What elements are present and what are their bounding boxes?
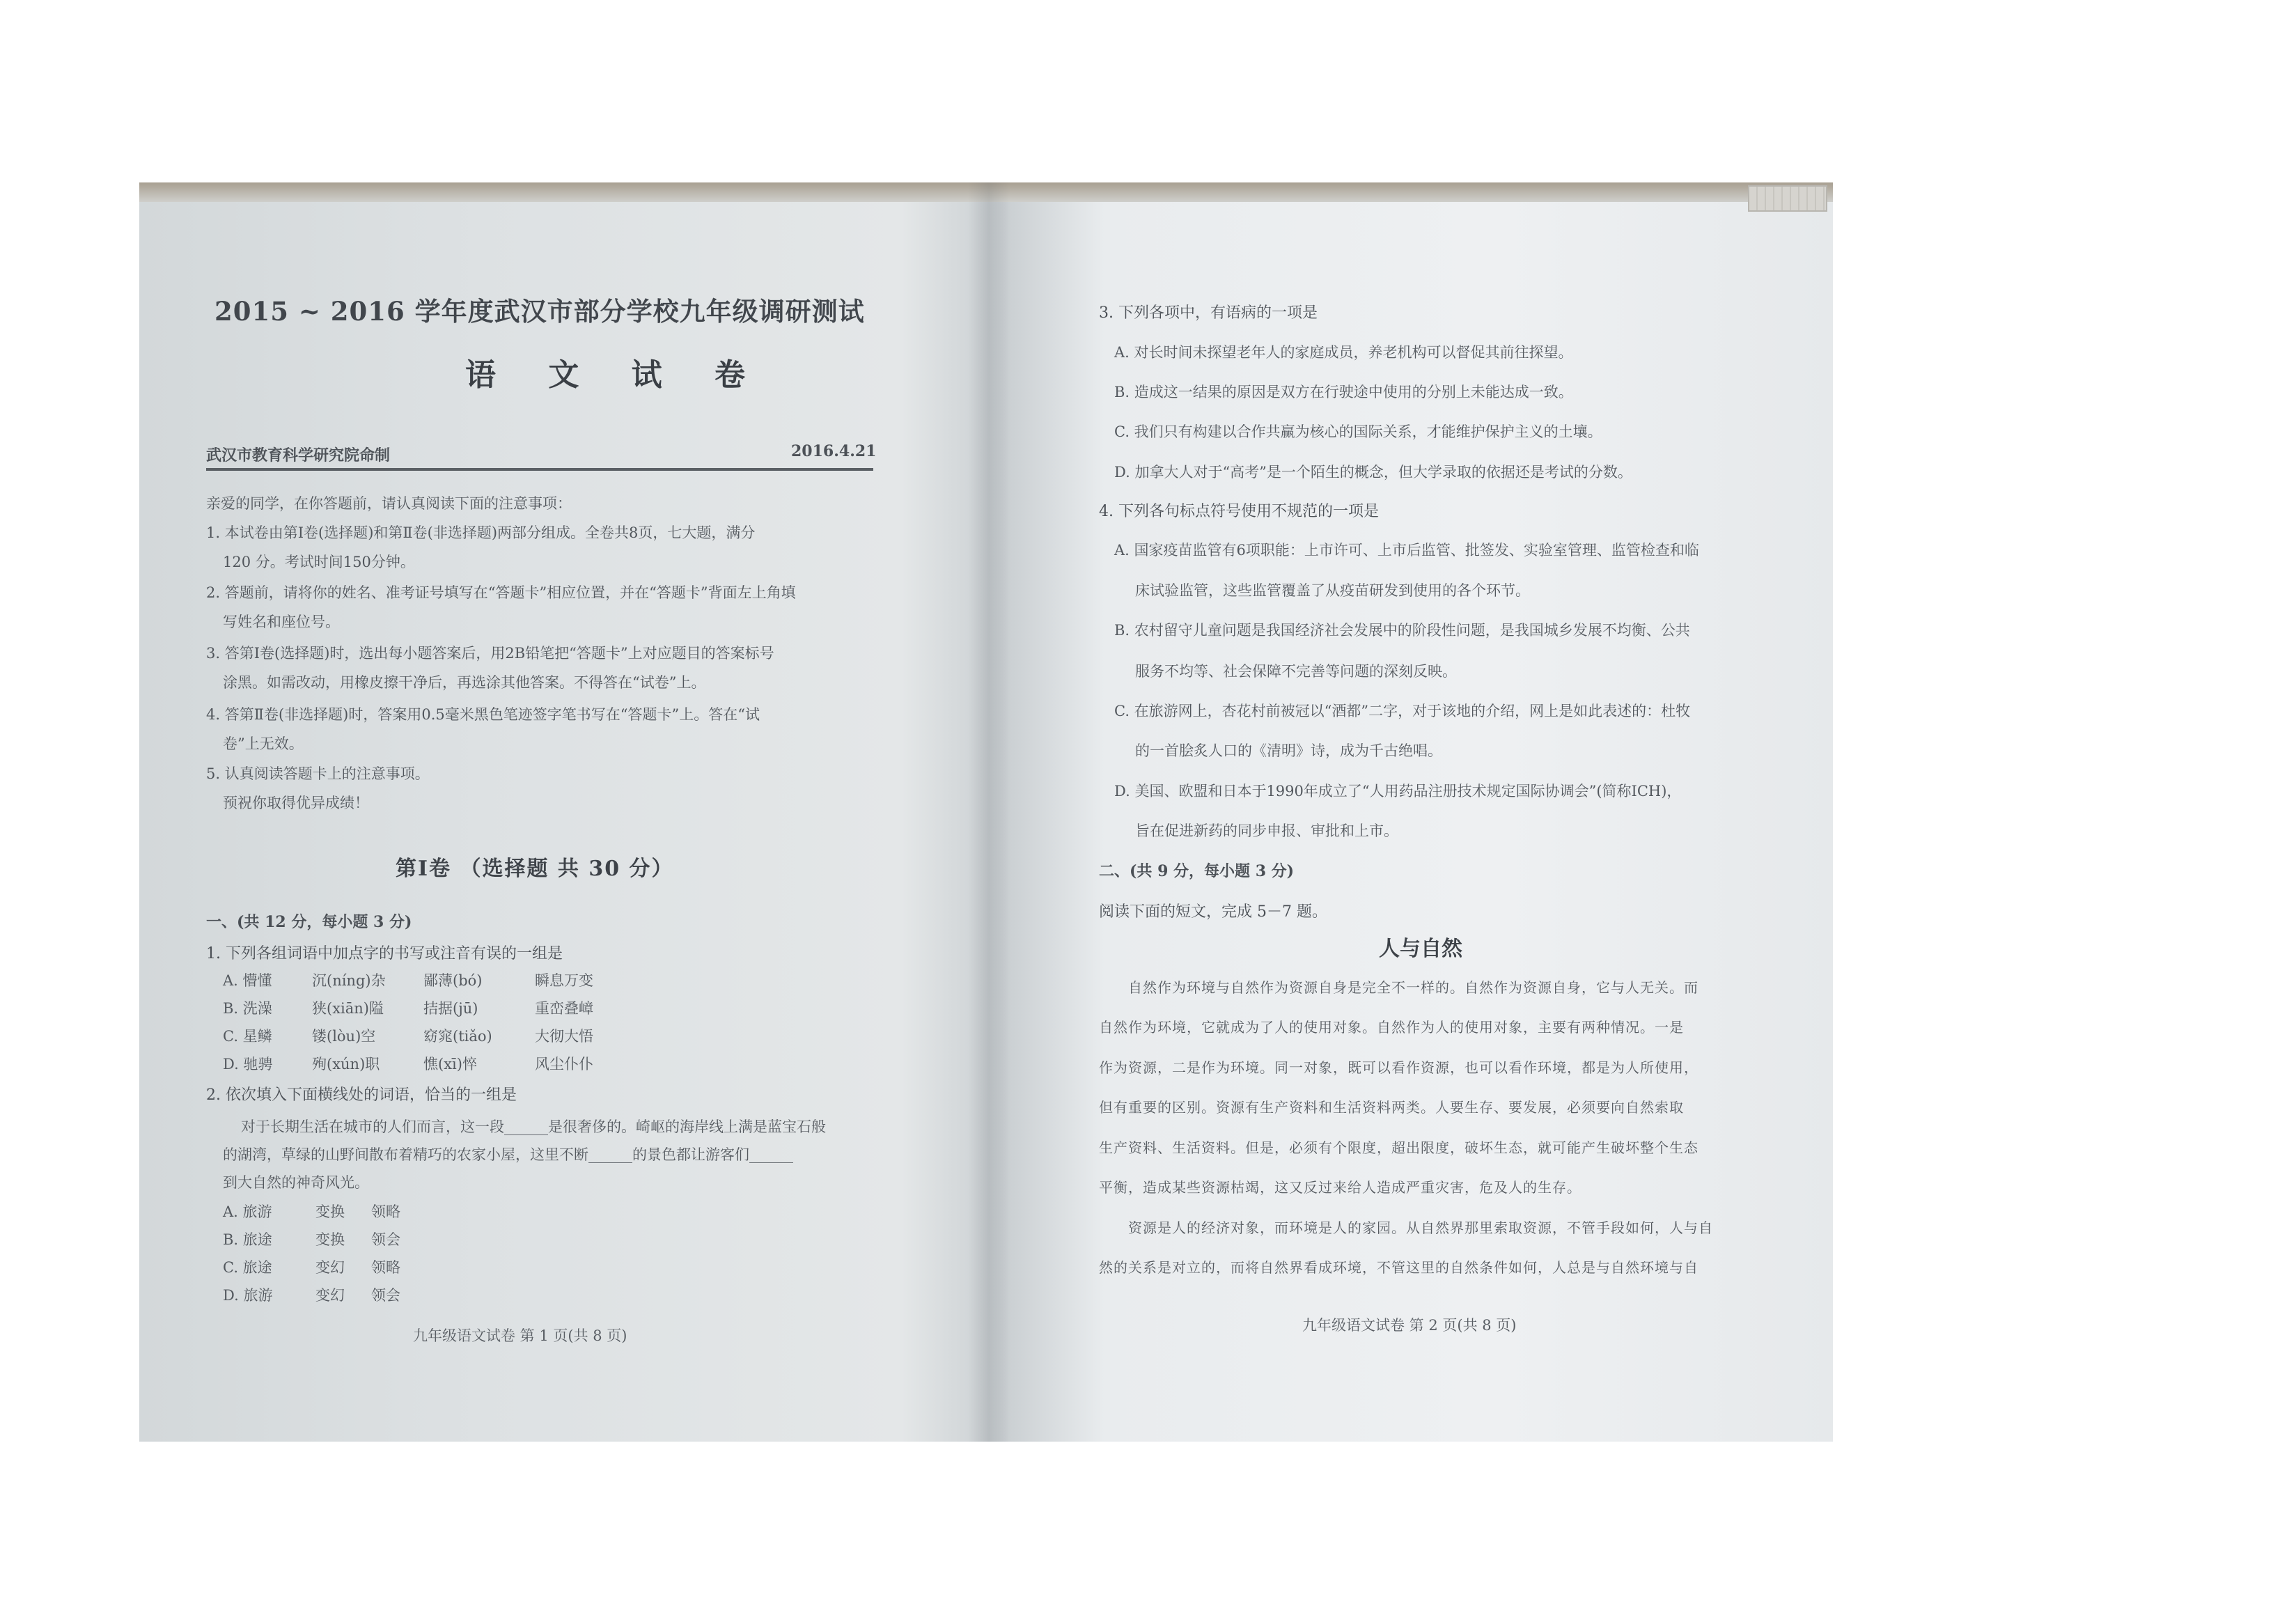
notice-line: 5. 认真阅读答题卡上的注意事项。 <box>206 765 430 782</box>
notice-intro: 亲爱的同学，在你答题前，请认真阅读下面的注意事项： <box>206 495 572 512</box>
option-text: 变换 <box>315 1203 345 1220</box>
notice-line: 预祝你取得优异成绩！ <box>223 795 369 811</box>
article-title: 人与自然 <box>1379 937 1462 961</box>
option-text: 沉(níng)杂 <box>312 972 386 989</box>
q3-option: D. 加拿大人对于“高考”是一个陌生的概念，但大学录取的依据还是考试的分数。 <box>1114 464 1632 481</box>
option-text: 窈窕(tiǎo) <box>423 1028 492 1045</box>
exam-title: 2015 ~ 2016 学年度武汉市部分学校九年级调研测试 <box>214 296 865 327</box>
option-text: C. 旅途 <box>223 1259 272 1276</box>
notice-line: 4. 答第Ⅱ卷(非选择题)时，答案用0.5毫米黑色笔迹签字笔书写在“答题卡”上。答在“试 <box>206 706 760 723</box>
part1-heading: 一、(共 12 分，每小题 3 分) <box>206 913 412 931</box>
notice-line: 1. 本试卷由第Ⅰ卷(选择题)和第Ⅱ卷(非选择题)两部分组成。全卷共8页，七大题，满分 <box>206 524 756 541</box>
option-text: 领略 <box>371 1259 400 1276</box>
article-line: 生产资料、生活资料。但是，必须有个限度，超出限度，破坏生态，就可能产生破坏整个生态 <box>1099 1139 1698 1156</box>
q4-option-line: B. 农村留守儿童问题是我国经济社会发展中的阶段性问题，是我国城乡发展不均衡、公共 <box>1114 622 1690 639</box>
option-text: C. 星鳞 <box>223 1028 272 1045</box>
q4-option-line: 的一首脍炙人口的《清明》诗，成为千古绝唱。 <box>1135 742 1442 759</box>
exam-subtitle: 语 文 试 卷 <box>465 357 766 393</box>
reading-intro: 阅读下面的短文，完成 5－7 题。 <box>1099 903 1327 921</box>
option-text: 重峦叠嶂 <box>535 1000 593 1017</box>
option-text: A. 懵懂 <box>223 972 272 989</box>
issuer: 武汉市教育科学研究院命制 <box>206 446 391 465</box>
section-title: 第Ⅰ卷 （选择题 共 30 分） <box>396 857 674 881</box>
option-text: 大彻大悟 <box>535 1028 593 1045</box>
center-fold <box>968 182 1010 1442</box>
option-text: B. 旅途 <box>223 1231 272 1248</box>
option-text: 殉(xún)职 <box>312 1056 380 1073</box>
article-line: 资源是人的经济对象，而环境是人的家园。从自然界那里索取资源，不管手段如何，人与自 <box>1128 1219 1713 1236</box>
option-text: 鄙薄(bó) <box>423 972 483 989</box>
page-footer: 九年级语文试卷 第 2 页(共 8 页) <box>1302 1317 1517 1334</box>
option-text: 镂(lòu)空 <box>312 1028 376 1045</box>
option-text: A. 旅游 <box>223 1203 272 1220</box>
q4-option-line: 服务不均等、社会保障不完善等问题的深刻反映。 <box>1135 663 1457 680</box>
q4-option-line: 床试验监管，这些监管覆盖了从疫苗研发到使用的各个环节。 <box>1135 582 1530 599</box>
option-text: 领略 <box>371 1203 400 1220</box>
option-text: 领会 <box>371 1231 400 1248</box>
question-1: 1. 下列各组词语中加点字的书写或注音有误的一组是 <box>206 945 563 962</box>
option-text: 变幻 <box>315 1287 345 1304</box>
option-text: 瞬息万变 <box>535 972 593 989</box>
q2-passage-line: 到大自然的神奇风光。 <box>223 1174 369 1191</box>
notice-line: 涂黑。如需改动，用橡皮擦干净后，再选涂其他答案。不得答在“试卷”上。 <box>223 674 706 691</box>
option-text: D. 旅游 <box>223 1287 273 1304</box>
option-text: B. 洗澡 <box>223 1000 272 1017</box>
notice-line: 卷”上无效。 <box>223 735 304 752</box>
exam-paper-photo <box>139 182 1833 1442</box>
option-text: 变换 <box>315 1231 345 1248</box>
notice-line: 写姓名和座位号。 <box>223 614 340 630</box>
option-text: 变幻 <box>315 1259 345 1276</box>
article-line: 作为资源，二是作为环境。同一对象，既可以看作资源，也可以看作环境，都是为人所使用， <box>1099 1059 1698 1076</box>
notice-line: 3. 答第Ⅰ卷(选择题)时，选出每小题答案后，用2B铅笔把“答题卡”上对应题目的答案标号 <box>206 645 774 662</box>
q3-option: B. 造成这一结果的原因是双方在行驶途中使用的分别上未能达成一致。 <box>1114 384 1573 400</box>
left-page <box>201 182 953 1442</box>
q4-option-line: C. 在旅游网上，杏花村前被冠以“酒都”二字，对于该地的介绍，网上是如此表述的：杜牧 <box>1114 703 1691 719</box>
option-text: 风尘仆仆 <box>535 1056 593 1073</box>
q4-option-line: A. 国家疫苗监管有6项职能：上市许可、上市后监管、批签发、实验室管理、监管检查和临 <box>1114 542 1699 559</box>
question-3: 3. 下列各项中，有语病的一项是 <box>1099 304 1318 322</box>
q4-option-line: 旨在促进新药的同步申报、审批和上市。 <box>1135 822 1398 839</box>
q3-option: C. 我们只有构建以合作共赢为核心的国际关系，才能维护保护主义的土壤。 <box>1114 423 1602 440</box>
page-footer: 九年级语文试卷 第 1 页(共 8 页) <box>413 1327 627 1344</box>
option-text: 狭(xiān)隘 <box>312 1000 384 1017</box>
article-line: 然的关系是对立的，而将自然界看成环境，不管这里的自然条件如何，人总是与自然环境与自 <box>1099 1259 1698 1276</box>
notice-line: 120 分。考试时间150分钟。 <box>223 554 415 570</box>
q2-passage-line: 对于长期生活在城市的人们而言，这一段______是很奢侈的。崎岖的海岸线上满是蓝宝石般 <box>241 1118 826 1135</box>
article-line: 平衡，造成某些资源枯竭，这又反过来给人造成严重灾害，危及人的生存。 <box>1099 1179 1582 1196</box>
q2-passage-line: 的湖湾，草绿的山野间散布着精巧的农家小屋，这里不断______的景色都让游客们______ <box>223 1146 793 1163</box>
question-2: 2. 依次填入下面横线处的词语，恰当的一组是 <box>206 1086 517 1104</box>
option-text: 拮据(jū) <box>423 1000 478 1017</box>
option-text: 憔(xī)悴 <box>423 1056 477 1073</box>
q3-option: A. 对长时间未探望老年人的家庭成员，养老机构可以督促其前往探望。 <box>1114 344 1573 361</box>
q4-option-line: D. 美国、欧盟和日本于1990年成立了“人用药品注册技术规定国际协调会”(简称ICH)， <box>1114 783 1682 800</box>
option-text: D. 驰骋 <box>223 1056 273 1073</box>
question-4: 4. 下列各句标点符号使用不规范的一项是 <box>1099 503 1379 520</box>
article-line: 自然作为环境与自然作为资源自身是完全不一样的。自然作为资源自身，它与人无关。而 <box>1128 979 1698 996</box>
part2-heading: 二、(共 9 分，每小题 3 分) <box>1099 862 1295 880</box>
right-page <box>1086 182 1811 1442</box>
header-rule <box>206 468 873 471</box>
article-line: 但有重要的区别。资源有生产资料和生活资料两类。人要生存、要发展，必须要向自然索取 <box>1099 1099 1684 1116</box>
notice-line: 2. 答题前，请将你的姓名、准考证号填写在“答题卡”相应位置，并在“答题卡”背面左上角填 <box>206 584 796 601</box>
option-text: 领会 <box>371 1287 400 1304</box>
exam-date: 2016.4.21 <box>791 442 877 460</box>
article-line: 自然作为环境，它就成为了人的使用对象。自然作为人的使用对象，主要有两种情况。一是 <box>1099 1019 1684 1036</box>
